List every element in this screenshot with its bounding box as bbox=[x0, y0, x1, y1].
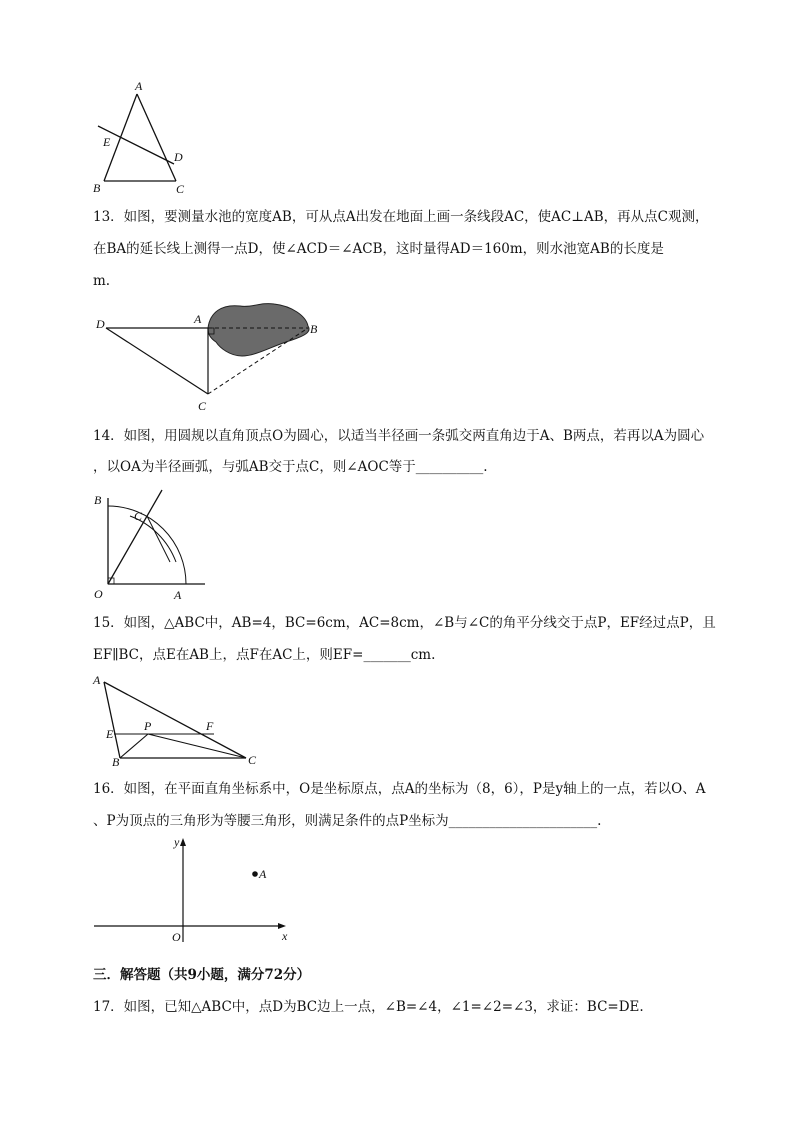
fig12-label-e: E bbox=[103, 135, 111, 149]
fig15-label-f: F bbox=[206, 719, 214, 733]
figure-15-triangle bbox=[88, 670, 263, 770]
figure-12-triangle bbox=[88, 78, 198, 198]
fig14-label-a: A bbox=[174, 588, 182, 602]
q16-text-line-1: 16．如图，在平面直角坐标系中，O是坐标原点，点A的坐标为（8，6），P是y轴上的一点，若以O、A bbox=[93, 781, 706, 797]
fig12-label-d: D bbox=[174, 150, 183, 164]
fig14-label-c: C bbox=[134, 509, 143, 523]
section-3-title: 三．解答题（共9小题，满分72分） bbox=[93, 967, 311, 983]
fig15-label-e: E bbox=[106, 727, 114, 741]
point-a-marker bbox=[252, 871, 258, 877]
q14-text-line-1: 14．如图，用圆规以直角顶点O为圆心，以适当半径画一条弧交两直角边于A、B两点，若再以A为圆心 bbox=[93, 428, 705, 444]
fig16-label-x: x bbox=[282, 929, 288, 943]
fig13-label-b: B bbox=[310, 322, 318, 336]
fig15-label-c: C bbox=[248, 753, 257, 767]
fig12-label-c: C bbox=[176, 182, 185, 196]
fig15-label-p: P bbox=[144, 719, 152, 733]
q16-text-line-2: 、P为顶点的三角形为等腰三角形，则满足条件的点P坐标为______________________. bbox=[93, 813, 602, 829]
fig13-label-c: C bbox=[198, 399, 207, 413]
fig14-label-b: B bbox=[94, 493, 102, 507]
fig12-label-b: B bbox=[93, 181, 101, 195]
q15-text-line-2: EF∥BC，点E在AB上，点F在AC上，则EF=_______cm. bbox=[93, 647, 436, 663]
q17-text-line-1: 17．如图，已知△ABC中，点D为BC边上一点，∠B=∠4，∠1=∠2=∠3，求证：BC=DE. bbox=[93, 999, 644, 1015]
fig13-label-a: A bbox=[194, 312, 202, 326]
q13-text-line-3: m. bbox=[93, 273, 111, 289]
q13-text-line-1: 13．如图，要测量水池的宽度AB，可从点A出发在地面上画一条线段AC，使AC⊥AB，再从点C观测， bbox=[93, 209, 709, 225]
fig16-label-a: A bbox=[259, 867, 267, 881]
figure-16-coordinate-plane bbox=[90, 832, 295, 950]
fig13-label-d: D bbox=[96, 317, 105, 331]
fig12-label-a: A bbox=[135, 79, 143, 93]
q14-text-line-2: ，以OA为半径画弧，与弧AB交于点C，则∠AOC等于__________. bbox=[93, 459, 488, 475]
pond-shape bbox=[208, 304, 309, 356]
fig16-label-o: O bbox=[172, 930, 181, 944]
fig14-label-o: O bbox=[94, 587, 103, 601]
fig15-label-a: A bbox=[93, 673, 101, 687]
figure-14-arc bbox=[90, 486, 215, 604]
q15-text-line-1: 15．如图，△ABC中，AB=4，BC=6cm，AC=8cm，∠B与∠C的角平分线交于点P，EF经过点P，且 bbox=[93, 615, 716, 631]
figure-13-pond bbox=[92, 298, 332, 416]
fig16-label-y: y bbox=[174, 835, 180, 849]
fig15-label-b: B bbox=[112, 755, 120, 769]
q13-text-line-2: 在BA的延长线上测得一点D，使∠ACD＝∠ACB，这时量得AD＝160m，则水池宽AB的长度是 bbox=[93, 241, 664, 257]
